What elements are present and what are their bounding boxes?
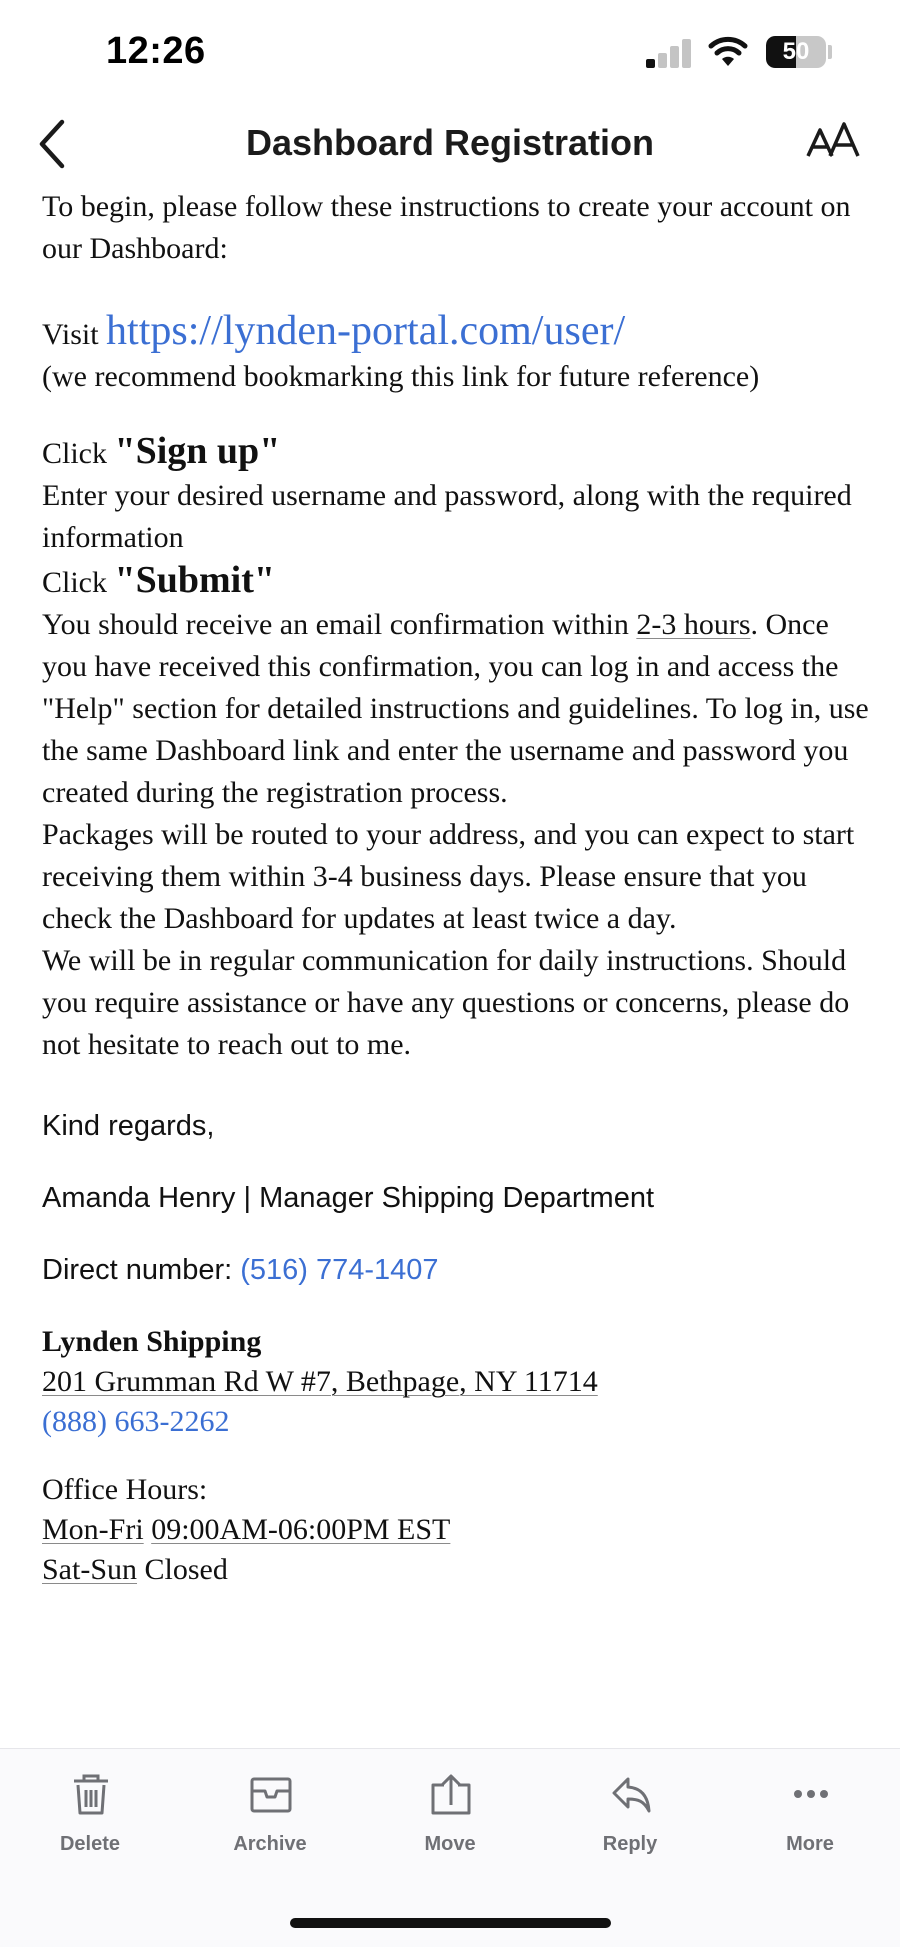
signup-step	[42, 430, 872, 475]
move-icon	[430, 1773, 472, 1815]
reply-button[interactable]	[560, 1749, 700, 1869]
confirmation-time: 2-3 hours	[636, 608, 751, 641]
company-address[interactable]: 201 Grumman Rd W #7, Bethpage, NY 11714	[42, 1365, 598, 1398]
more-icon	[790, 1773, 832, 1815]
status-bar	[0, 0, 900, 100]
weekend-days[interactable]: Sat-Sun	[42, 1553, 138, 1586]
submit-text: "Submit"	[114, 559, 275, 601]
battery-percent: 50	[782, 38, 810, 65]
move-button[interactable]	[380, 1749, 520, 1869]
weekday-hours[interactable]: 09:00AM-06:00PM EST	[151, 1513, 451, 1546]
weekend-status: Closed	[137, 1553, 228, 1586]
page-title: Dashboard Registration	[245, 122, 655, 163]
bookmark-note: (we recommend bookmarking this link for future reference)	[42, 360, 760, 393]
text-size-button[interactable]	[806, 118, 860, 168]
wifi-icon	[706, 34, 750, 68]
confirmation-before: You should receive an email confirmation within	[42, 608, 637, 641]
weekday-hours-line	[42, 1510, 872, 1550]
archive-label: Archive	[233, 1833, 307, 1855]
office-hours-label: Office Hours:	[42, 1473, 208, 1506]
click-label: Click	[42, 437, 107, 470]
regards-text: Kind regards,	[42, 1110, 215, 1142]
reply-label: Reply	[602, 1833, 658, 1855]
enter-details-text: Enter your desired username and password, along with the required information	[42, 479, 852, 554]
trash-icon	[70, 1773, 112, 1815]
email-toolbar	[0, 1748, 900, 1869]
home-indicator[interactable]	[290, 1918, 611, 1928]
move-label: Move	[424, 1833, 476, 1855]
more-label: More	[786, 1833, 834, 1855]
delete-button[interactable]	[20, 1749, 160, 1869]
signup-text: "Sign up"	[114, 430, 281, 472]
communication-text: We will be in regular communication for daily instructions. Should you require assistance or have any questions or concerns, please do not hesitate to reach out to me.	[42, 944, 850, 1061]
direct-number-label: Direct number:	[42, 1254, 241, 1286]
battery-icon	[766, 36, 826, 68]
more-button[interactable]	[740, 1749, 880, 1869]
visit-label: Visit	[42, 318, 99, 351]
submit-step	[42, 559, 872, 604]
nav-header	[0, 100, 900, 190]
weekday-days[interactable]: Mon-Fri	[42, 1513, 144, 1546]
archive-button[interactable]	[200, 1749, 340, 1869]
company-phone-link[interactable]: (888) 663-2262	[42, 1405, 230, 1438]
cellular-signal-icon	[646, 38, 694, 68]
reply-icon	[610, 1773, 652, 1815]
direct-number-link[interactable]: (516) 774-1407	[240, 1254, 439, 1286]
text-size-icon	[806, 118, 860, 168]
packages-text: Packages will be routed to your address, and you can expect to start receiving them within 3-4 business days. Please ensure that you check the Dashboard for updates at least twice a day.	[42, 818, 855, 935]
visit-line	[42, 310, 872, 356]
click-label: Click	[42, 566, 107, 599]
company-name: Lynden Shipping	[42, 1325, 262, 1358]
weekend-hours-line	[42, 1550, 872, 1590]
status-time: 12:26	[106, 30, 206, 72]
portal-link[interactable]: https://lynden-portal.com/user/	[106, 308, 626, 354]
signature-text: Amanda Henry | Manager Shipping Department	[42, 1182, 655, 1214]
confirmation-after: . Once you have received this confirmation, you can log in and access the "Help" section for detailed instructions and guidelines. To log in, use the same Dashboard link and enter the username and password you created during the registration process.	[42, 608, 869, 809]
confirmation-text	[42, 604, 872, 814]
archive-icon	[250, 1773, 292, 1815]
direct-number-line	[42, 1250, 872, 1290]
battery-tip	[828, 45, 832, 59]
delete-label: Delete	[59, 1833, 121, 1855]
intro-text: To begin, please follow these instructions to create your account on our Dashboard:	[42, 190, 851, 265]
email-body	[42, 186, 872, 1590]
bottom-safe-area	[0, 1868, 900, 1947]
